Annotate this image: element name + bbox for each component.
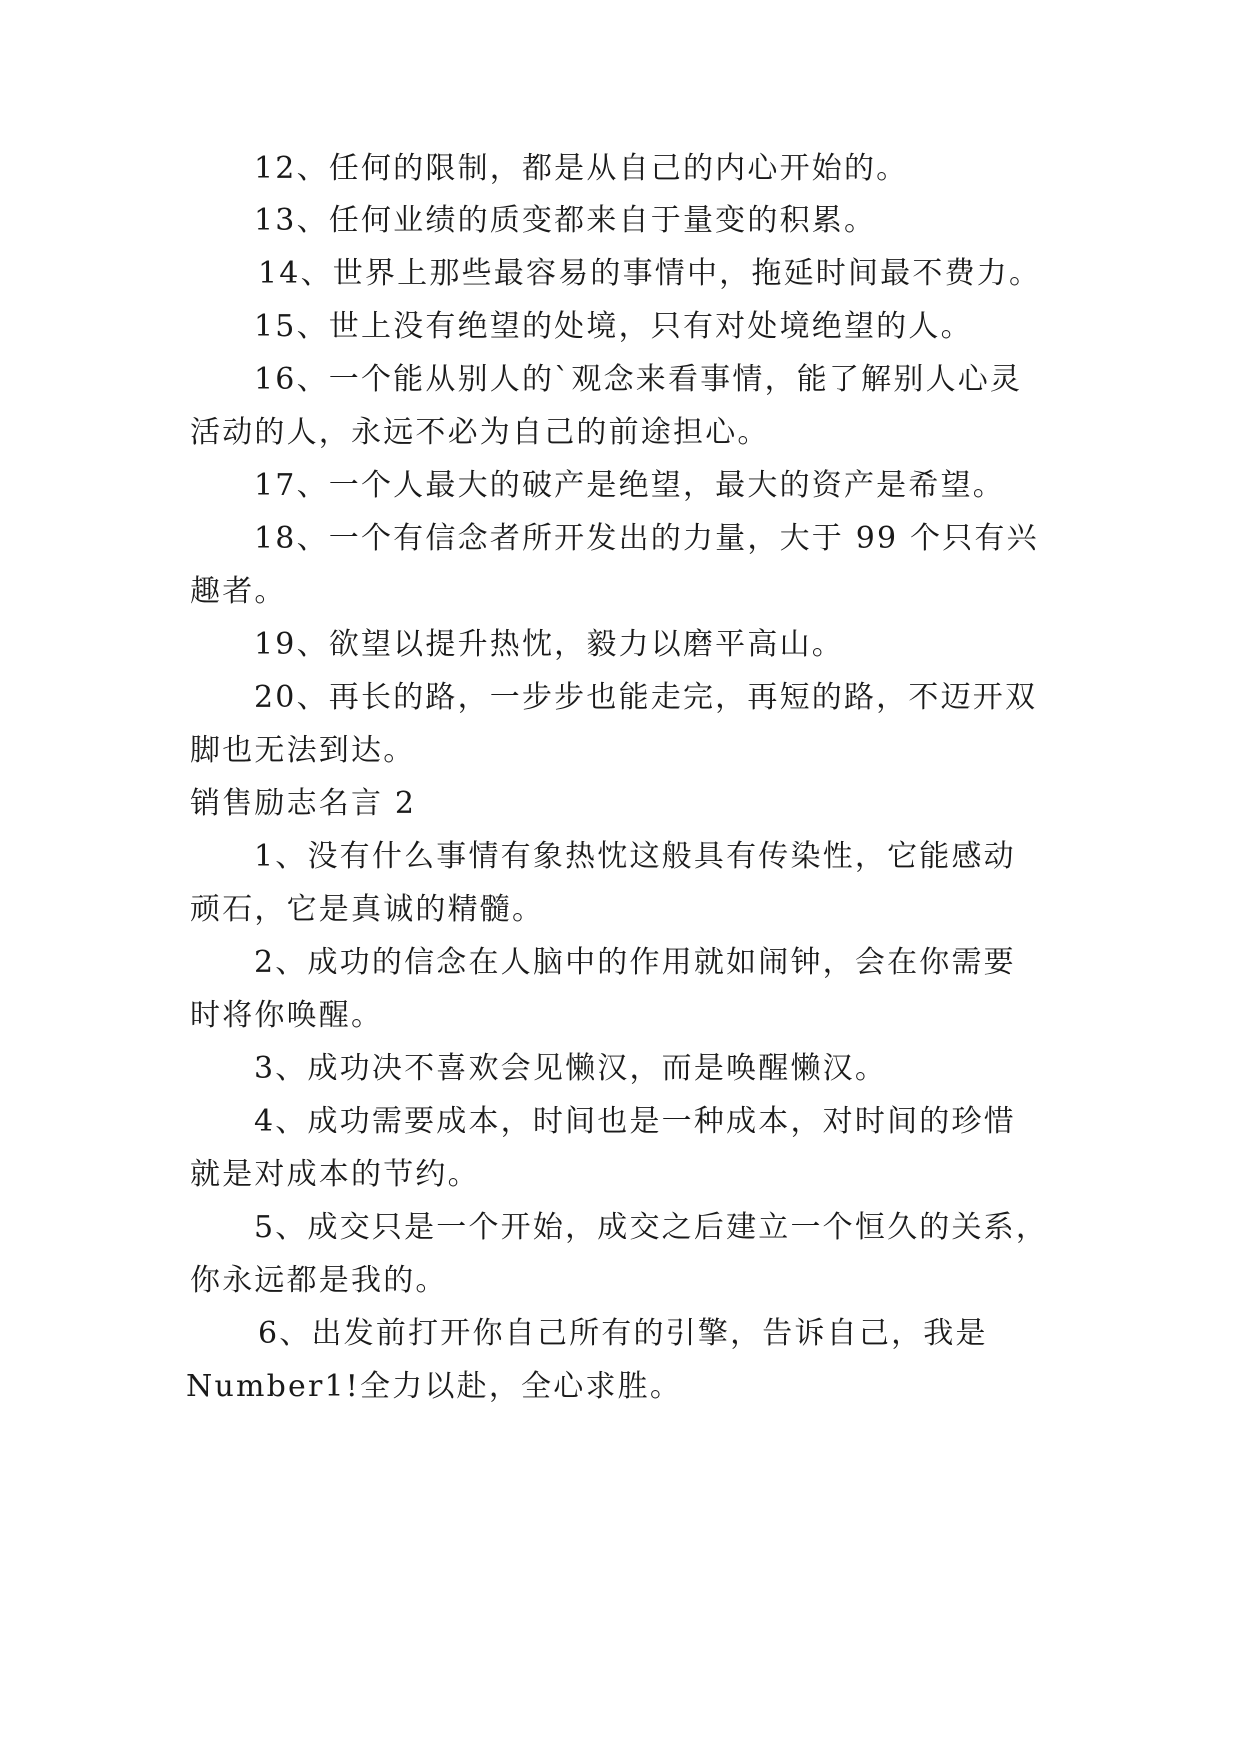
quote-5-cont: 你永远都是我的。 bbox=[190, 1263, 448, 1298]
quote-2: 2、成功的信念在人脑中的作用就如闹钟，会在你需要 bbox=[254, 945, 1016, 980]
quote-16: 16、一个能从别人的`观念来看事情，能了解别人心灵 bbox=[254, 362, 1023, 397]
quote-14: 14、世界上那些最容易的事情中，拖延时间最不费力。 bbox=[258, 256, 1042, 291]
quote-18-cont: 趣者。 bbox=[190, 574, 287, 609]
quote-6-cont: Number1!全力以赴，全心求胜。 bbox=[186, 1369, 683, 1404]
quote-3: 3、成功决不喜欢会见懒汉，而是唤醒懒汉。 bbox=[254, 1051, 888, 1086]
quote-5: 5、成交只是一个开始，成交之后建立一个恒久的关系， bbox=[254, 1210, 1049, 1245]
quote-1-cont: 顽石，它是真诚的精髓。 bbox=[190, 892, 545, 927]
quote-6: 6、出发前打开你自己所有的引擎，告诉自己，我是 bbox=[258, 1316, 988, 1351]
quote-20: 20、再长的路，一步步也能走完，再短的路，不迈开双 bbox=[254, 680, 1038, 715]
quote-16-cont: 活动的人，永远不必为自己的前途担心。 bbox=[190, 415, 770, 450]
quote-19: 19、欲望以提升热忱，毅力以磨平高山。 bbox=[254, 627, 844, 662]
quote-12: 12、任何的限制，都是从自己的内心开始的。 bbox=[254, 151, 909, 186]
quote-2-cont: 时将你唤醒。 bbox=[190, 998, 384, 1033]
quote-17: 17、一个人最大的破产是绝望，最大的资产是希望。 bbox=[254, 468, 1005, 503]
quote-18: 18、一个有信念者所开发出的力量，大于 99 个只有兴 bbox=[254, 521, 1039, 556]
quote-20-cont: 脚也无法到达。 bbox=[190, 733, 416, 768]
quote-4-cont: 就是对成本的节约。 bbox=[190, 1157, 480, 1192]
quote-13: 13、任何业绩的质变都来自于量变的积累。 bbox=[254, 203, 877, 238]
quote-15: 15、世上没有绝望的处境，只有对处境绝望的人。 bbox=[254, 309, 973, 344]
section-heading: 销售励志名言 2 bbox=[190, 786, 417, 821]
quote-4: 4、成功需要成本，时间也是一种成本，对时间的珍惜 bbox=[254, 1104, 1016, 1139]
quote-1: 1、没有什么事情有象热忱这般具有传染性，它能感动 bbox=[254, 839, 1016, 874]
